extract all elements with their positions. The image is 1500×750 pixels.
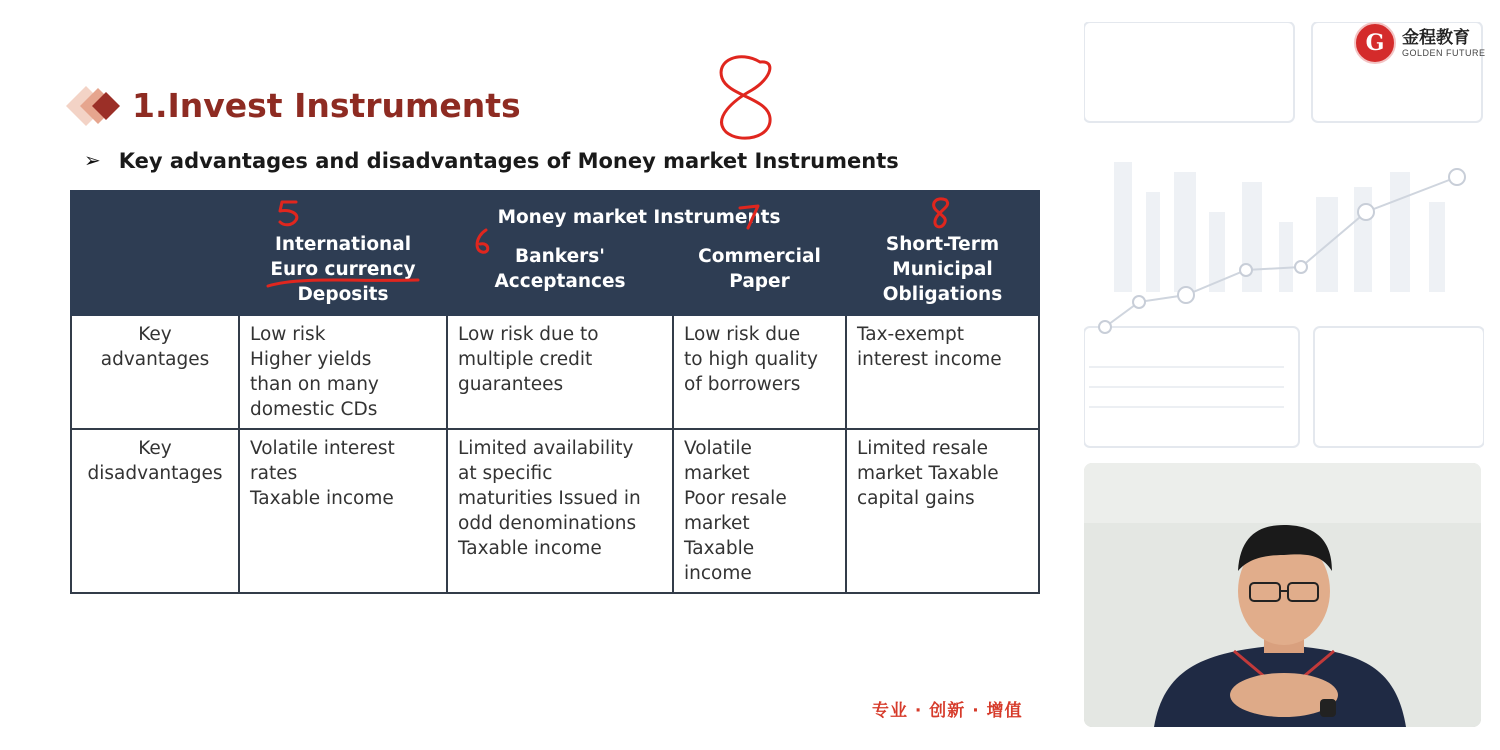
cell-line: capital gains bbox=[857, 488, 975, 509]
cell-line: at specific bbox=[458, 463, 553, 484]
cell-line: interest income bbox=[857, 349, 1002, 370]
cell-line: Tax-exempt bbox=[857, 324, 965, 345]
row-label-line: Key bbox=[138, 324, 172, 345]
slide-title: 1.Invest Instruments bbox=[132, 86, 521, 125]
presenter-illustration bbox=[1084, 463, 1481, 727]
column-header bbox=[673, 229, 846, 315]
cell-line: to high quality bbox=[684, 349, 818, 370]
column-header-line: Euro currency bbox=[270, 258, 416, 280]
cell-line: market bbox=[684, 513, 750, 534]
table-cell bbox=[239, 315, 447, 429]
table-cell bbox=[447, 429, 673, 593]
cell-line: guarantees bbox=[458, 374, 564, 395]
table-cell bbox=[846, 429, 1039, 593]
cell-line: income bbox=[684, 563, 752, 584]
cell-line: Low risk due to bbox=[458, 324, 599, 345]
column-header-line: Commercial bbox=[698, 246, 821, 267]
table-row bbox=[71, 315, 1039, 429]
column-header-line: Municipal bbox=[892, 258, 993, 280]
cell-line: Higher yields bbox=[250, 349, 372, 370]
cell-line: of borrowers bbox=[684, 374, 801, 395]
diamond-shapes-icon bbox=[44, 84, 124, 128]
table-cell bbox=[447, 315, 673, 429]
row-label-line: Key bbox=[138, 438, 172, 459]
table-header bbox=[71, 191, 1039, 315]
row-label bbox=[71, 429, 239, 593]
column-header-line: Deposits bbox=[297, 283, 389, 305]
arrow-bullet-icon: ➢ bbox=[84, 150, 101, 172]
table-cell bbox=[673, 429, 846, 593]
column-header-line: International bbox=[274, 233, 412, 255]
group-header: Money market Instruments bbox=[239, 191, 1039, 229]
cell-line: Low risk due bbox=[684, 324, 801, 345]
slide-subtitle: Key advantages and disadvantages of Money market Instruments bbox=[118, 148, 899, 173]
cell-line: domestic CDs bbox=[250, 399, 378, 420]
cell-line: Taxable income bbox=[250, 488, 394, 509]
cell-line: Poor resale bbox=[684, 488, 787, 509]
column-header bbox=[846, 229, 1039, 315]
annotation-big-eight bbox=[721, 57, 770, 138]
cell-line: multiple credit bbox=[458, 349, 593, 370]
money-market-table bbox=[70, 190, 1040, 594]
cell-line: Limited resale bbox=[857, 438, 988, 459]
column-header-line: Bankers' bbox=[515, 246, 605, 267]
row-label-line: advantages bbox=[100, 349, 210, 370]
cell-line: odd denominations bbox=[458, 513, 637, 534]
cell-line: Volatile interest bbox=[250, 438, 395, 459]
logo-text bbox=[1402, 28, 1486, 59]
column-header-line: Short-Term bbox=[885, 233, 1000, 255]
cell-line: Volatile bbox=[684, 438, 752, 459]
logo-name-cn: 金程教育 bbox=[1402, 27, 1470, 48]
cell-line: Limited availability bbox=[458, 438, 634, 459]
logo-name-en: GOLDEN FUTURE bbox=[1402, 47, 1486, 58]
column-header bbox=[239, 229, 447, 315]
table-cell bbox=[239, 429, 447, 593]
subtitle-row bbox=[84, 148, 899, 173]
table-cell bbox=[673, 315, 846, 429]
column-header-line: Acceptances bbox=[494, 271, 626, 292]
webcam-video bbox=[1084, 463, 1481, 727]
cell-line: Taxable bbox=[684, 538, 755, 559]
cell-line: than on many bbox=[250, 374, 379, 395]
row-label-line: disadvantages bbox=[87, 463, 223, 484]
cell-line: rates bbox=[250, 463, 298, 484]
column-header-line: Obligations bbox=[882, 283, 1003, 305]
cell-line: Taxable income bbox=[458, 538, 602, 559]
table-row bbox=[71, 429, 1039, 593]
slogan: 专业 · 创新 · 增值 bbox=[872, 701, 1023, 721]
cell-line: Low risk bbox=[250, 324, 326, 345]
logo-badge-icon: G bbox=[1354, 22, 1396, 64]
column-header-line: Paper bbox=[729, 271, 790, 292]
decorative-background bbox=[1084, 22, 1484, 452]
cell-line: maturities Issued in bbox=[458, 488, 641, 509]
brand-logo bbox=[1354, 22, 1486, 64]
cell-line: market Taxable bbox=[857, 463, 999, 484]
header-corner-cell bbox=[71, 191, 239, 315]
table-cell bbox=[846, 315, 1039, 429]
cell-line: market bbox=[684, 463, 750, 484]
column-header bbox=[447, 229, 673, 315]
row-label bbox=[71, 315, 239, 429]
